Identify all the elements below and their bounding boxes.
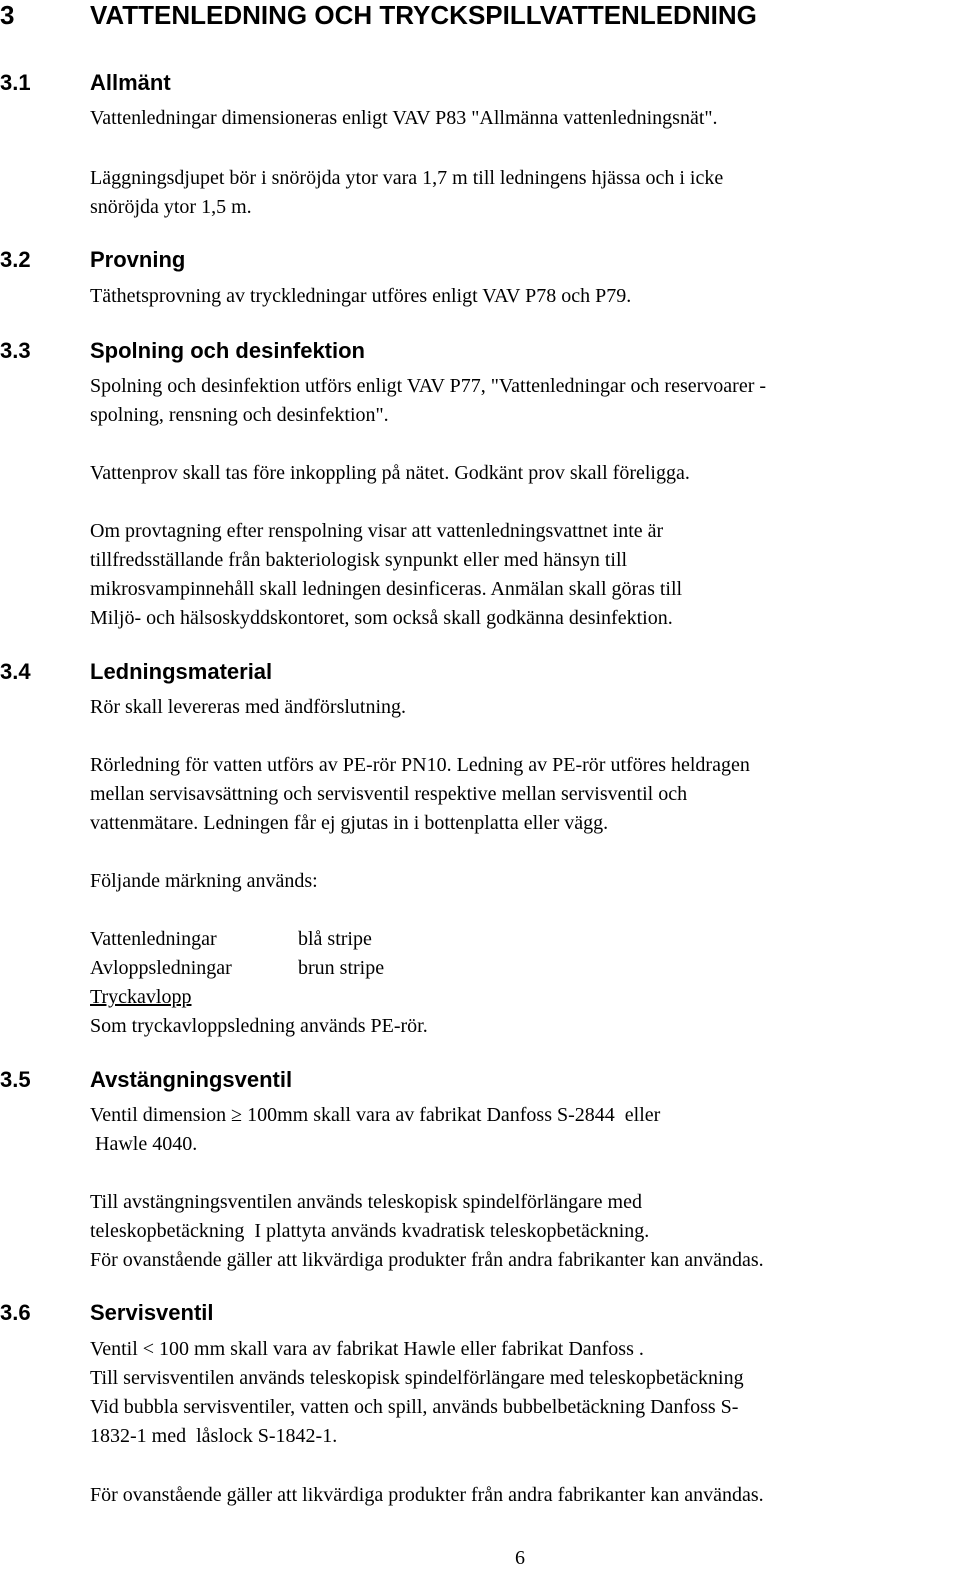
tryckavlopp-label: Tryckavlopp <box>90 986 192 1008</box>
text-line: Till servisventilen används teleskopisk spindelförlängare med teleskopbetäckning <box>90 1367 744 1389</box>
section-title: Avstängningsventil <box>90 1067 293 1092</box>
marking-name: Vattenledningar <box>90 928 217 950</box>
text-line: Miljö- och hälsoskyddskontoret, som också skall godkänna desinfektion. <box>90 607 673 629</box>
section-3-1-heading <box>0 70 900 96</box>
section-title: Spolning och desinfektion <box>90 338 365 363</box>
section-number: 3.4 <box>0 659 31 684</box>
text-line: Rörledning för vatten utförs av PE-rör PN10. Ledning av PE-rör utföres heldragen <box>90 754 750 776</box>
text-line: Till avstängningsventilen används teleskopisk spindelförlängare med <box>90 1191 642 1213</box>
text-line: Vattenprov skall tas före inkoppling på nätet. Godkänt prov skall föreligga. <box>90 462 690 484</box>
text-line: För ovanstående gäller att likvärdiga produkter från andra fabrikanter kan användas. <box>90 1484 764 1506</box>
text-line: Spolning och desinfektion utförs enligt VAV P77, "Vattenledningar och reservoarer - <box>90 375 767 397</box>
section-title: Allmänt <box>90 70 171 95</box>
text-line: Hawle 4040. <box>90 1133 198 1155</box>
section-3-2-heading <box>0 247 900 273</box>
section-3-3-paragraph-2 <box>90 459 950 488</box>
section-title: Provning <box>90 247 186 272</box>
text-line: Följande märkning används: <box>90 870 318 892</box>
text-line: tillfredsställande från bakteriologisk synpunkt eller med hänsyn till <box>90 549 628 571</box>
section-3-1-paragraph-2 <box>90 164 950 222</box>
text-line: Ventil dimension ≥ 100mm skall vara av fabrikat Danfoss S-2844 eller <box>90 1104 661 1126</box>
section-number: 3.3 <box>0 338 31 363</box>
text-line: Om provtagning efter renspolning visar att vattenledningsvattnet inte är <box>90 520 664 542</box>
text-line: vattenmätare. Ledningen får ej gjutas in i bottenplatta eller vägg. <box>90 812 609 834</box>
text-line: Täthetsprovning av tryckledningar utföres enligt VAV P78 och P79. <box>90 285 632 307</box>
section-3-3-heading <box>0 338 900 364</box>
section-3-5-heading <box>0 1067 900 1093</box>
section-3-6-heading <box>0 1300 900 1326</box>
text-line: mellan servisavsättning och servisventil respektive mellan servisventil och <box>90 783 688 805</box>
section-3-4-paragraph-3 <box>90 867 950 896</box>
section-3-1-paragraph-1 <box>90 104 950 133</box>
text-line: Vid bubbla servisventiler, vatten och spill, används bubbelbetäckning Danfoss S- <box>90 1396 739 1418</box>
section-3-5-paragraph-2 <box>90 1188 950 1275</box>
section-3-4-heading <box>0 659 900 685</box>
text-line: spolning, rensning och desinfektion". <box>90 404 389 426</box>
section-3-2-paragraph-1 <box>90 282 950 311</box>
section-3-4-paragraph-1 <box>90 693 950 722</box>
marking-stripe: blå stripe <box>298 928 372 950</box>
text-line: Läggningsdjupet bör i snöröjda ytor vara 1,7 m till ledningens hjässa och i icke <box>90 167 724 189</box>
section-3-3-paragraph-3 <box>90 517 950 633</box>
text-line: snöröjda ytor 1,5 m. <box>90 196 252 218</box>
text-line: Vattenledningar dimensioneras enligt VAV P83 "Allmänna vattenledningsnät". <box>90 107 718 129</box>
section-number: 3.1 <box>0 70 31 95</box>
text-line: teleskopbetäckning I plattyta används kvadratisk teleskopbetäckning. <box>90 1220 650 1242</box>
section-number: 3.6 <box>0 1300 31 1325</box>
marking-stripe: brun stripe <box>298 957 385 979</box>
section-title: Servisventil <box>90 1300 214 1325</box>
section-title: Ledningsmaterial <box>90 659 273 684</box>
page-number: 6 <box>515 1547 525 1569</box>
section-3-3-paragraph-1 <box>90 372 950 430</box>
section-number: 3 <box>0 0 15 30</box>
section-number: 3.5 <box>0 1067 31 1092</box>
marking-name: Avloppsledningar <box>90 957 232 979</box>
text-line: För ovanstående gäller att likvärdiga produkter från andra fabrikanter kan användas. <box>90 1249 764 1271</box>
section-3-4-paragraph-2 <box>90 751 950 838</box>
section-3-5-paragraph-1 <box>90 1101 950 1159</box>
text-line: mikrosvampinnehåll skall ledningen desinficeras. Anmälan skall göras till <box>90 578 683 600</box>
section-3-6-paragraph-1 <box>90 1335 950 1451</box>
text-line: 1832-1 med låslock S-1842-1. <box>90 1425 338 1447</box>
text-line: Ventil < 100 mm skall vara av fabrikat Hawle eller fabrikat Danfoss . <box>90 1338 644 1360</box>
section-3-6-paragraph-2 <box>90 1481 950 1510</box>
text-line: Rör skall levereras med ändförslutning. <box>90 696 407 718</box>
section-number: 3.2 <box>0 247 31 272</box>
tryckavlopp-text: Som tryckavloppsledning används PE-rör. <box>90 1015 428 1037</box>
section-title: VATTENLEDNING OCH TRYCKSPILLVATTENLEDNING <box>90 0 757 30</box>
